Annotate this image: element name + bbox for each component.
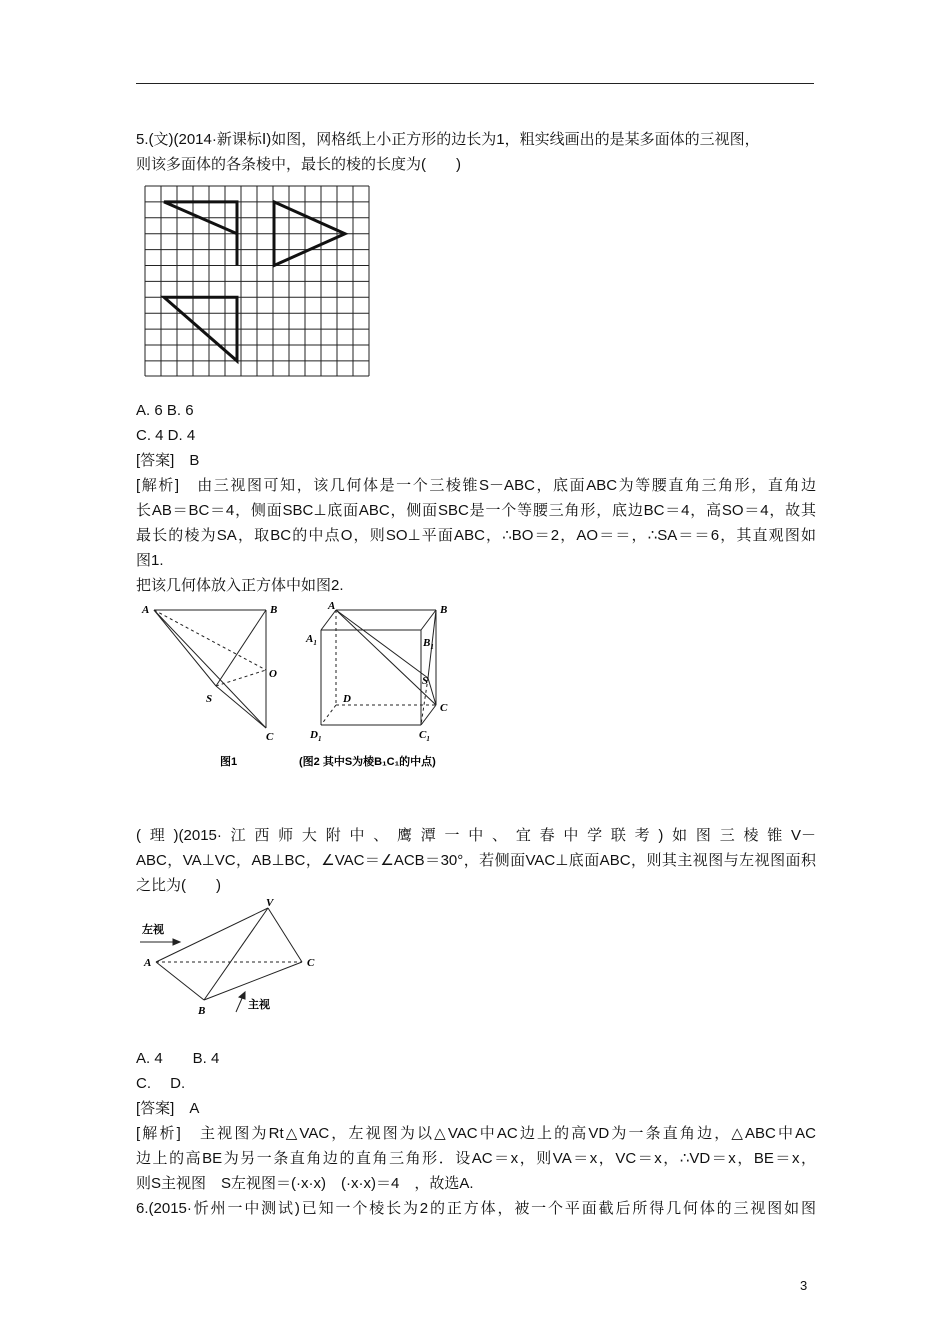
fig2-caption: (图2 其中S为棱B₁C₁的中点) (299, 756, 436, 768)
fig1-label-b: B (270, 604, 278, 616)
fig3-label-b: B (198, 1005, 206, 1017)
fig3-label-c: C (307, 957, 315, 969)
fig2-label-d: D (343, 693, 351, 705)
fig3-label-a: A (144, 957, 152, 969)
fig3-label-v: V (266, 897, 274, 909)
fig2-label-c1: $C_1$ (419, 729, 430, 743)
problem-5-line-2: 则该多面体的各条棱中，最长的棱的长度为( ) (136, 156, 461, 173)
fig2-label-d1: $D_1$ (310, 729, 322, 743)
fig1-label-a: A (142, 604, 150, 616)
problem-li-line-1: (理)(2015·江西师大附中、鹰潭一中、宜春中学联考)如图三棱锥V－ (136, 827, 816, 844)
li-option-ab-line: A. 4 B. 4 (136, 1050, 220, 1067)
answer-line: [答案] B (136, 452, 200, 469)
analysis-line-2: 长AB＝BC＝4，侧面SBC⊥底面ABC，侧面SBC是一个等腰三角形，底边BC＝4，高SO＝4，故其 (136, 502, 816, 519)
fig2-label-a: A (328, 600, 336, 612)
fig2-label-a1: $A_1$ (306, 633, 317, 647)
li-analysis-line-1: [解析] 主视图为Rt△VAC，左视图为以△VAC中AC边上的高VD为一条直角边，△ABC中AC (136, 1125, 816, 1142)
analysis-line-4: 图1. (136, 552, 164, 569)
problem-6-line-1: 6.(2015·忻州一中测试)已知一个棱长为2的正方体，被一个平面截后所得几何体的三视图如图 (136, 1200, 816, 1217)
fig1-label-o: O (269, 668, 277, 680)
analysis-line-3: 最长的棱为SA，取BC的中点O，则SO⊥平面ABC，∴BO＝2，AO＝＝，∴SA＝＝6，其直观图如 (136, 527, 816, 544)
figure-2 (321, 610, 436, 725)
figure-1 (154, 610, 266, 728)
fig2-label-b: B (440, 604, 448, 616)
problem-li-line-3: 之比为( ) (136, 877, 221, 894)
li-analysis-line-2: 边上的高BE为另一条直角边的直角三角形．设AC＝x，则VA＝x，VC＝x，∴VD＝x，BE＝x， (136, 1150, 816, 1167)
main-view-arrow (236, 992, 245, 1012)
analysis-line-5: 把该几何体放入正方体中如图2. (136, 577, 344, 594)
pyramid-vabc-figure (136, 896, 336, 1021)
page-number: 3 (800, 1278, 808, 1293)
pyramid-figures (136, 598, 476, 774)
fig2-label-b1: $B_1$ (423, 637, 434, 651)
fig3-left-view-label: 左视 (142, 924, 164, 936)
li-analysis-line-3: 则S主视图 S左视图＝(·x·x) (·x·x)＝4 ，故选A. (136, 1175, 474, 1192)
three-view-grid-figure (144, 185, 370, 377)
option-cd-line: C. 4 D. 4 (136, 427, 196, 444)
left-view-arrow (140, 939, 180, 945)
option-ab-line: A. 6 B. 6 (136, 402, 194, 419)
fig1-label-c: C (266, 731, 274, 743)
fig1-label-s: S (206, 693, 213, 705)
fig2-label-c: C (440, 702, 448, 714)
li-answer-line: [答案] A (136, 1100, 200, 1117)
analysis-line-1: [解析] 由三视图可知，该几何体是一个三棱锥S－ABC，底面ABC为等腰直角三角形，直角边 (136, 477, 816, 494)
grid-lines (145, 186, 369, 376)
problem-li-line-2: ABC，VA⊥VC，AB⊥BC，∠VAC＝∠ACB＝30°，若侧面VAC⊥底面ABC，则其主视图与左视图面积 (136, 852, 816, 869)
li-option-cd-line: C. D. (136, 1075, 186, 1092)
problem-5-line-1: 5.(文)(2014·新课标Ⅰ)如图，网格纸上小正方形的边长为1，粗实线画出的是某多面体的三视图， (136, 131, 760, 148)
fig1-caption: 图1 (220, 756, 238, 768)
header-rule (136, 83, 814, 84)
fig2-label-s: S (422, 675, 429, 687)
fig3-main-view-label: 主视 (248, 999, 270, 1011)
